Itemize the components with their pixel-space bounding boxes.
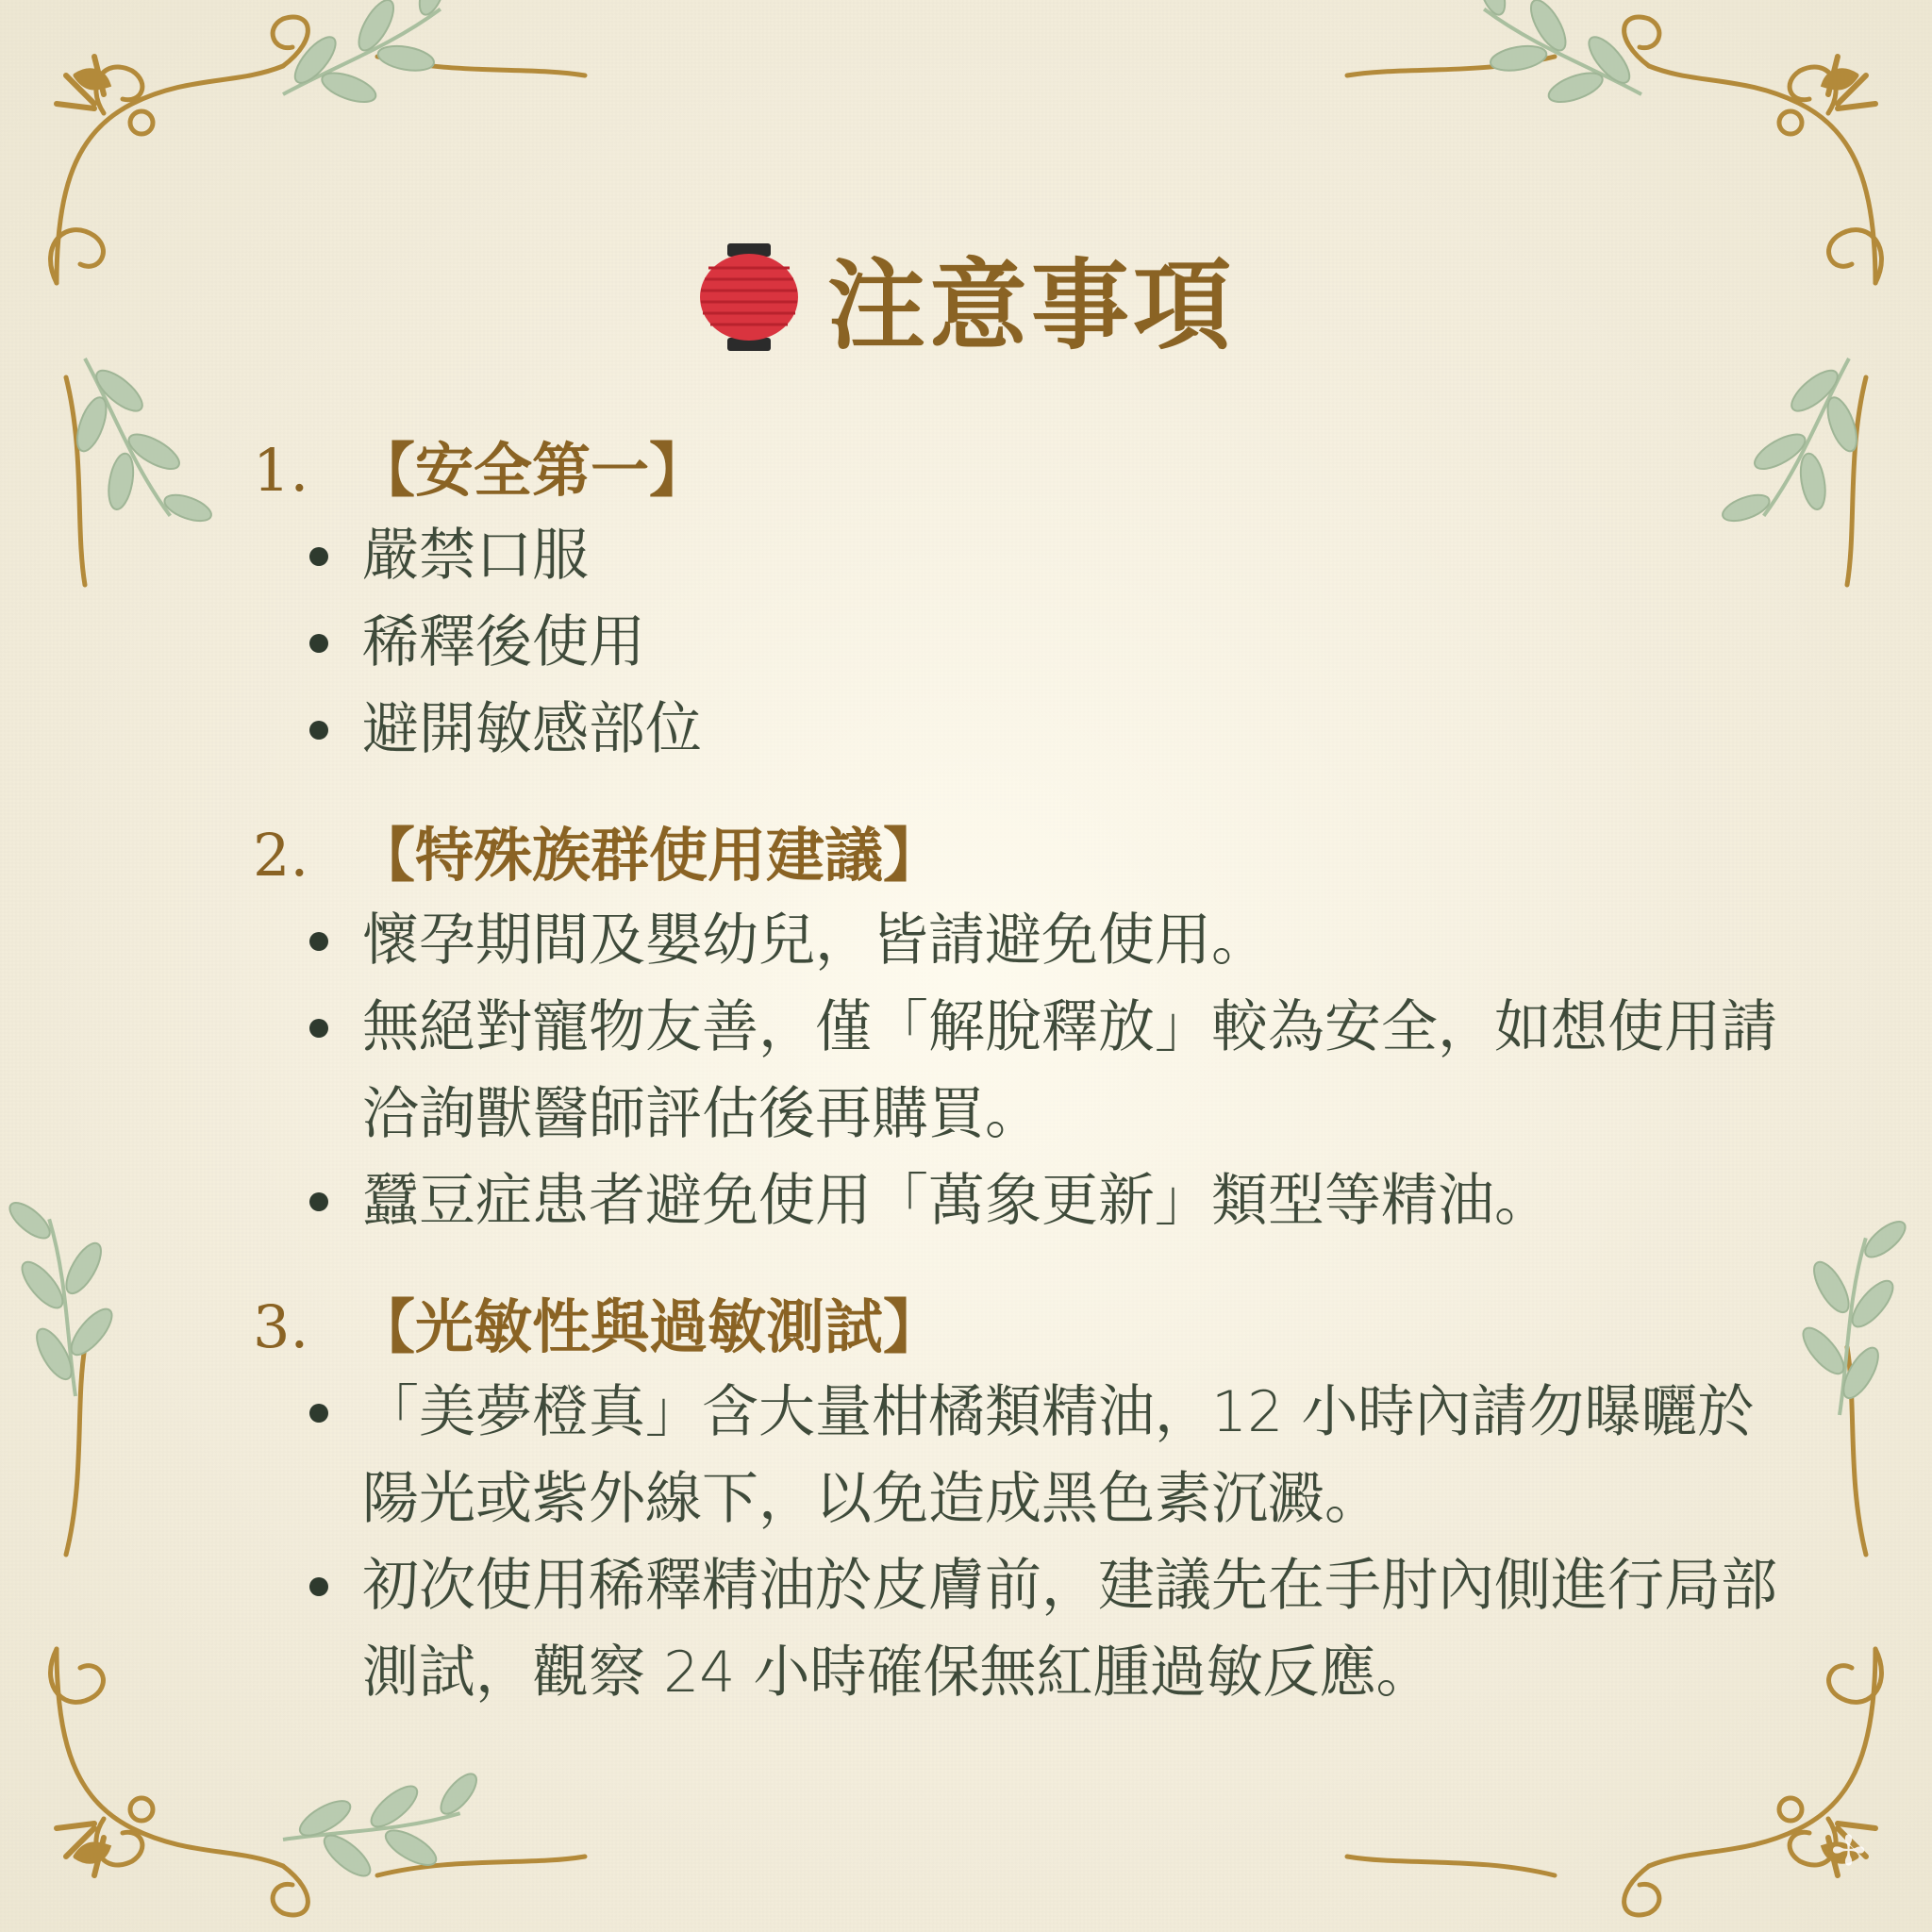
list-item: 懷孕期間及嬰幼兒，皆請避免使用。 xyxy=(253,897,1800,984)
section-title: 【特殊族群使用建議】 xyxy=(357,821,942,890)
section-photosensitivity xyxy=(253,1286,1800,1716)
section-special-groups xyxy=(253,814,1800,1244)
list-item: 「美夢橙真」含大量柑橘類精油，12 小時內請勿曝曬於陽光或紫外線下，以免造成黑色素沉澱。 xyxy=(253,1369,1800,1542)
section-heading xyxy=(253,429,1800,512)
section-heading xyxy=(253,1286,1800,1369)
list-item: 蠶豆症患者避免使用「萬象更新」類型等精油。 xyxy=(253,1158,1800,1244)
bullet-dot xyxy=(309,1192,328,1211)
red-paper-lantern-icon xyxy=(697,242,801,353)
section-number: 3. xyxy=(253,1292,309,1361)
list-item: 無絕對寵物友善，僅「解脫釋放」較為安全，如想使用請洽詢獸醫師評估後再購買。 xyxy=(253,984,1800,1158)
bullet-dot xyxy=(309,932,328,951)
section-heading xyxy=(253,814,1800,897)
cross-icon: ✢ xyxy=(1831,1827,1866,1875)
bullet-dot xyxy=(309,1019,328,1038)
bullet-dot xyxy=(309,1577,328,1596)
page-title: 注意事項 xyxy=(826,247,1235,363)
list-item: 稀釋後使用 xyxy=(253,599,1800,686)
bullet-dot xyxy=(309,634,328,653)
notice-content xyxy=(253,429,1800,1757)
section-number: 1. xyxy=(253,436,309,505)
list-item: 初次使用稀釋精油於皮膚前，建議先在手肘內側進行局部測試，觀察 24 小時確保無紅腫過敏反應。 xyxy=(253,1542,1800,1716)
bullet-dot xyxy=(309,547,328,566)
section-title: 【光敏性與過敏測試】 xyxy=(357,1292,942,1361)
bullet-dot xyxy=(309,1404,328,1423)
title-row xyxy=(0,226,1932,368)
section-number: 2. xyxy=(253,821,309,890)
list-item: 避開敏感部位 xyxy=(253,686,1800,773)
section-safety xyxy=(253,429,1800,773)
list-item: 嚴禁口服 xyxy=(253,512,1800,599)
bullet-dot xyxy=(309,721,328,740)
section-title: 【安全第一】 xyxy=(357,436,708,505)
